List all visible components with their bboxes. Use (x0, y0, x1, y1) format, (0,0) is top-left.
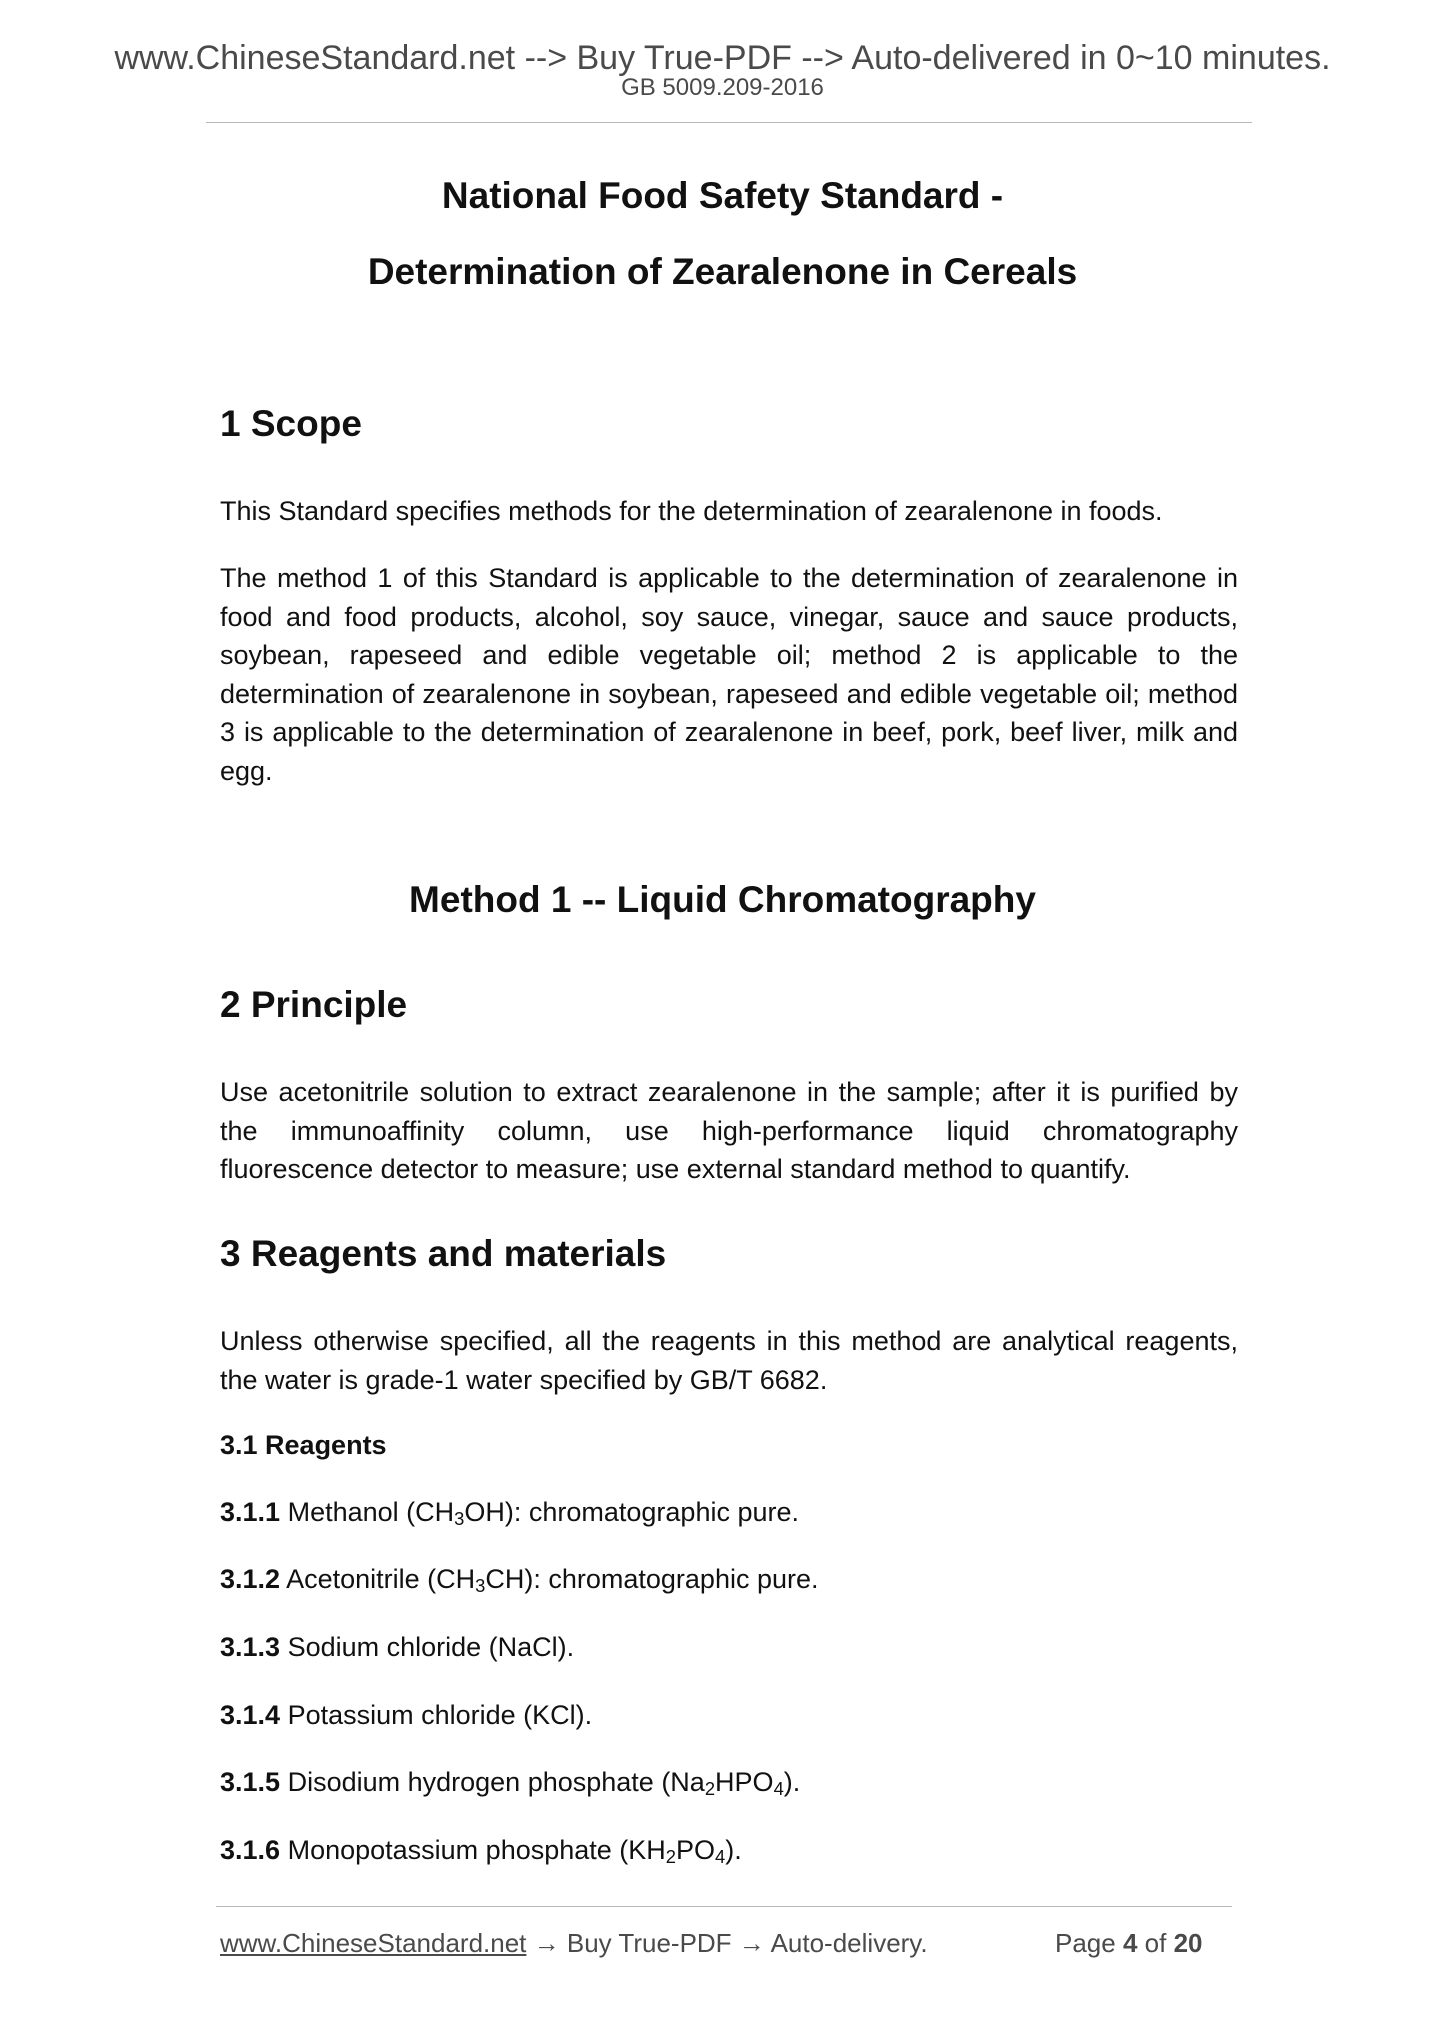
reagent-item (220, 1493, 799, 1531)
subsection-heading-reagents: 3.1 Reagents (220, 1430, 387, 1460)
reagent-number: 3.1.3 (220, 1632, 281, 1662)
reagent-number: 3.1.6 (220, 1835, 281, 1865)
reagent-text: Sodium chloride (NaCl). (287, 1632, 575, 1662)
reagent-item (220, 1831, 742, 1869)
section-heading-principle: 2 Principle (220, 984, 408, 1025)
footer-link-text: → Buy True-PDF → Auto-delivery. (526, 1928, 928, 1958)
of-label: of (1144, 1928, 1167, 1958)
reagent-number: 3.1.5 (220, 1767, 281, 1797)
reagents-paragraph: Unless otherwise specified, all the reagents in this method are analytical reagents, the water is grade-1 water specified by GB/T 6682. (220, 1326, 1238, 1395)
reagent-text: Disodium hydrogen phosphate $(Na_2HPO_4)$. (287, 1767, 801, 1800)
reagent-number: 3.1.1 (220, 1497, 281, 1527)
reagent-item (220, 1763, 800, 1801)
scope-paragraph-2: The method 1 of this Standard is applicable to the determination of zearalenone in food and food products, alcohol, soy sauce, vinegar, sauce and sauce products, soybean, rapeseed and edible vegetable oil; method 2 is applicable to the determination of zearalenone in soybean, rapeseed and edible vegetable oil; method 3 is applicable to the determination of zearalenone in beef, pork, beef liver, milk and egg. (220, 563, 1238, 786)
reagent-text: Methanol $(CH_3OH)$: chromatographic pure. (287, 1497, 799, 1530)
page-number: 4 (1122, 1928, 1138, 1958)
footer-divider (216, 1906, 1232, 1907)
reagent-text: Monopotassium phosphate $(KH_2PO_4)$. (287, 1835, 742, 1868)
section-heading-scope: 1 Scope (220, 403, 362, 444)
reagent-text: Potassium chloride (KCl). (287, 1700, 593, 1730)
reagent-number: 3.1.4 (220, 1700, 281, 1730)
page-counter (1055, 1926, 1203, 1960)
reagent-item (220, 1696, 592, 1734)
footer-site-link[interactable]: www.ChineseStandard.net (220, 1928, 527, 1958)
top-banner: www.ChineseStandard.net --> Buy True-PDF --> Auto-delivered in 0~10 minutes. (114, 39, 1331, 77)
method-heading: Method 1 -- Liquid Chromatography (409, 879, 1036, 920)
footer-link-line (220, 1926, 928, 1960)
document-title-line-1: National Food Safety Standard - (441, 175, 1004, 216)
standard-code: GB 5009.209-2016 (621, 74, 824, 101)
section-heading-reagents: 3 Reagents and materials (220, 1233, 667, 1274)
page-label: Page (1055, 1928, 1116, 1958)
reagent-item (220, 1628, 574, 1666)
document-title-line-2: Determination of Zearalenone in Cereals (367, 251, 1078, 292)
reagent-number: 3.1.2 (220, 1564, 281, 1594)
principle-paragraph: Use acetonitrile solution to extract zearalenone in the sample; after it is purified by the immunoaffinity column, use high-performance liquid chromatography fluorescence detector to measure; use external standard method to quantify. (220, 1077, 1238, 1184)
reagent-text: Acetonitrile $(CH_3CH)$: chromatographic pure. (286, 1564, 819, 1597)
reagent-item (220, 1560, 819, 1598)
header-divider (206, 122, 1252, 123)
page-total: 20 (1173, 1928, 1203, 1958)
scope-paragraph-1: This Standard specifies methods for the determination of zearalenone in foods. (220, 496, 1163, 526)
